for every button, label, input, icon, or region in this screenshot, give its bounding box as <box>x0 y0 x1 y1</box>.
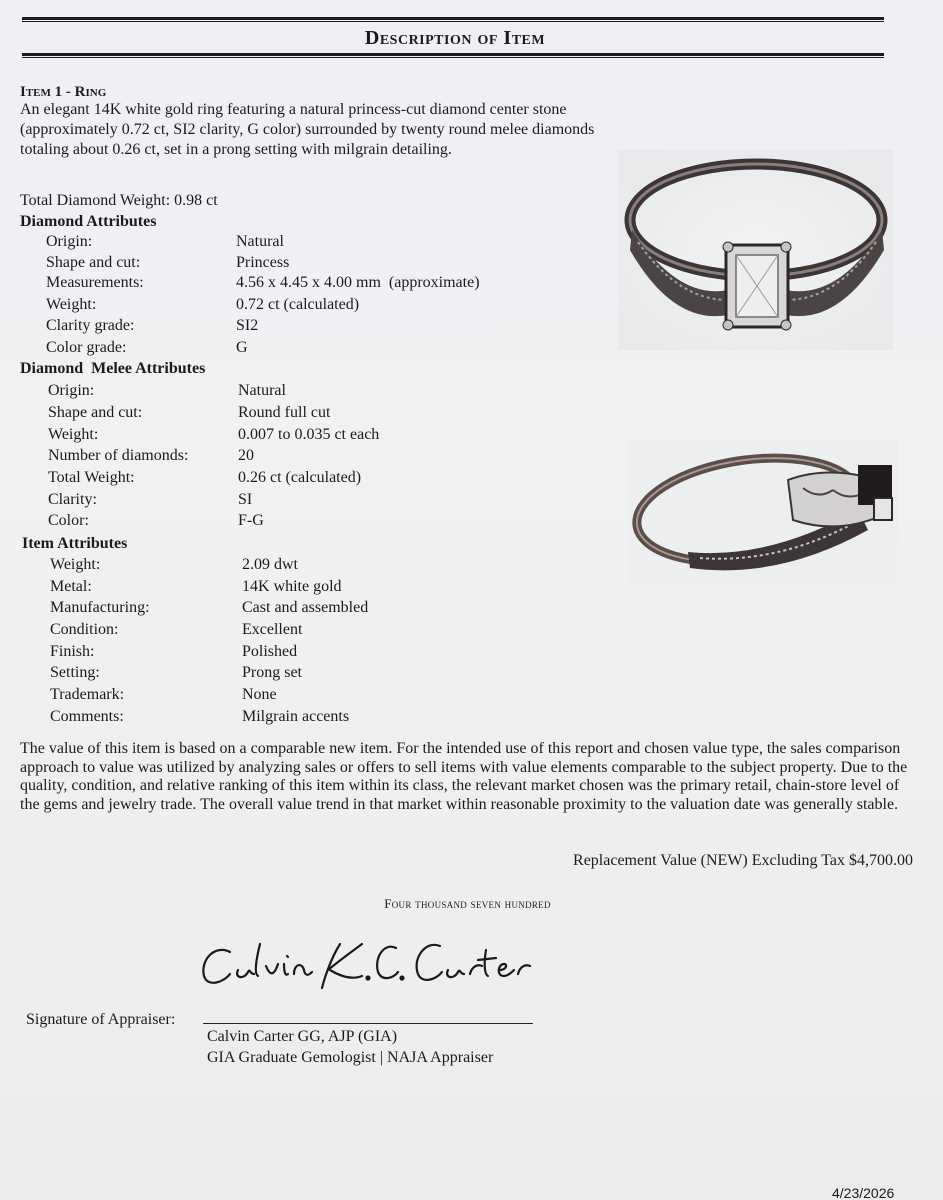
appraiser-name: Calvin Carter GG, AJP (GIA) <box>207 1028 398 1045</box>
attribute-value: Princess <box>236 254 290 271</box>
header-rule-thin <box>22 57 884 58</box>
attribute-label: Color: <box>48 512 89 529</box>
signature-line <box>203 1023 533 1024</box>
attribute-value: 0.007 to 0.035 ct each <box>238 426 380 443</box>
top-rule <box>22 17 884 20</box>
attribute-value: None <box>242 686 277 703</box>
attribute-label: Trademark: <box>50 686 125 703</box>
attribute-label: Clarity: <box>48 491 97 508</box>
attribute-label: Comments: <box>50 708 124 725</box>
attribute-value: 0.72 ct (calculated) <box>236 296 360 313</box>
top-rule-thin <box>22 21 884 22</box>
attribute-label: Origin: <box>48 382 95 399</box>
attribute-value: SI2 <box>236 317 259 334</box>
attribute-value: G <box>236 339 248 356</box>
attribute-label: Setting: <box>50 664 100 681</box>
item-attributes-heading: Item Attributes <box>22 535 128 552</box>
diamond-attributes-heading: Diamond Attributes <box>20 213 157 230</box>
total-diamond-weight: Total Diamond Weight: 0.98 ct <box>20 192 218 209</box>
attribute-label: Finish: <box>50 643 95 660</box>
attribute-value: Excellent <box>242 621 303 638</box>
attribute-label: Weight: <box>46 296 97 313</box>
attribute-label: Color grade: <box>46 339 127 356</box>
section-title: Description of Item <box>364 27 546 49</box>
melee-attributes-heading: Diamond Melee Attributes <box>20 360 206 377</box>
attribute-label: Clarity grade: <box>46 317 135 334</box>
attribute-label: Shape and cut: <box>48 404 143 421</box>
attribute-value: Milgrain accents <box>242 708 350 725</box>
value-in-words: Four thousand seven hundred <box>384 896 551 911</box>
attribute-value: 20 <box>238 447 254 464</box>
attribute-value: SI <box>238 491 253 508</box>
attribute-label: Number of diamonds: <box>48 447 189 464</box>
attribute-label: Weight: <box>48 426 99 443</box>
attribute-value: 14K white gold <box>242 578 342 595</box>
attribute-label: Total Weight: <box>48 469 135 486</box>
attribute-label: Origin: <box>46 233 93 250</box>
attribute-value: Polished <box>242 643 298 660</box>
item-heading: Item 1 - Ring <box>20 84 107 100</box>
attribute-label: Condition: <box>50 621 119 638</box>
attribute-value: 2.09 dwt <box>242 556 298 573</box>
attribute-value: Prong set <box>242 664 302 681</box>
attribute-label: Metal: <box>50 578 92 595</box>
attribute-label: Manufacturing: <box>50 599 150 616</box>
handwritten-signature <box>190 930 540 1000</box>
date-stamp: 4/23/2026 <box>832 1185 895 1200</box>
ring-photo-top-view <box>618 150 893 350</box>
appraiser-title: GIA Graduate Gemologist | NAJA Appraiser <box>207 1049 494 1066</box>
attribute-value: Natural <box>238 382 286 399</box>
signature-label: Signature of Appraiser: <box>26 1011 176 1028</box>
valuation-paragraph: The value of this item is based on a comparable new item. For the intended use of this report and chosen value type, the sales comparison approach to value was utilized by analyzing sales or offers to sell items with value elements comparable to the subject property. Due to the quality, condition, and relative ranking of this item within its class, the relevant market chosen was the primary retail, chain-store level of the gems and jewelry trade. The overall value trend in that market within reasonable proximity to the valuation date was generally stable. <box>20 740 908 813</box>
header-rule <box>22 53 884 56</box>
attribute-value: Round full cut <box>238 404 331 421</box>
attribute-value: 0.26 ct (calculated) <box>238 469 362 486</box>
attribute-value: 4.56 x 4.45 x 4.00 mm (approximate) <box>236 274 480 291</box>
ring-photo-side-view <box>628 440 898 585</box>
attribute-value: Cast and assembled <box>242 599 369 616</box>
item-description: An elegant 14K white gold ring featuring a natural princess-cut diamond center stone (approximately 0.72 ct, SI2 clarity, G color) surrounded by twenty round melee diamonds totaling about 0.26 ct, set in a prong setting with milgrain detailing. <box>20 101 595 158</box>
attribute-label: Weight: <box>50 556 101 573</box>
attribute-label: Shape and cut: <box>46 254 141 271</box>
attribute-value: F-G <box>238 512 264 529</box>
attribute-value: Natural <box>236 233 284 250</box>
replacement-value: Replacement Value (NEW) Excluding Tax $4,700.00 <box>573 852 913 869</box>
attribute-label: Measurements: <box>46 274 144 291</box>
